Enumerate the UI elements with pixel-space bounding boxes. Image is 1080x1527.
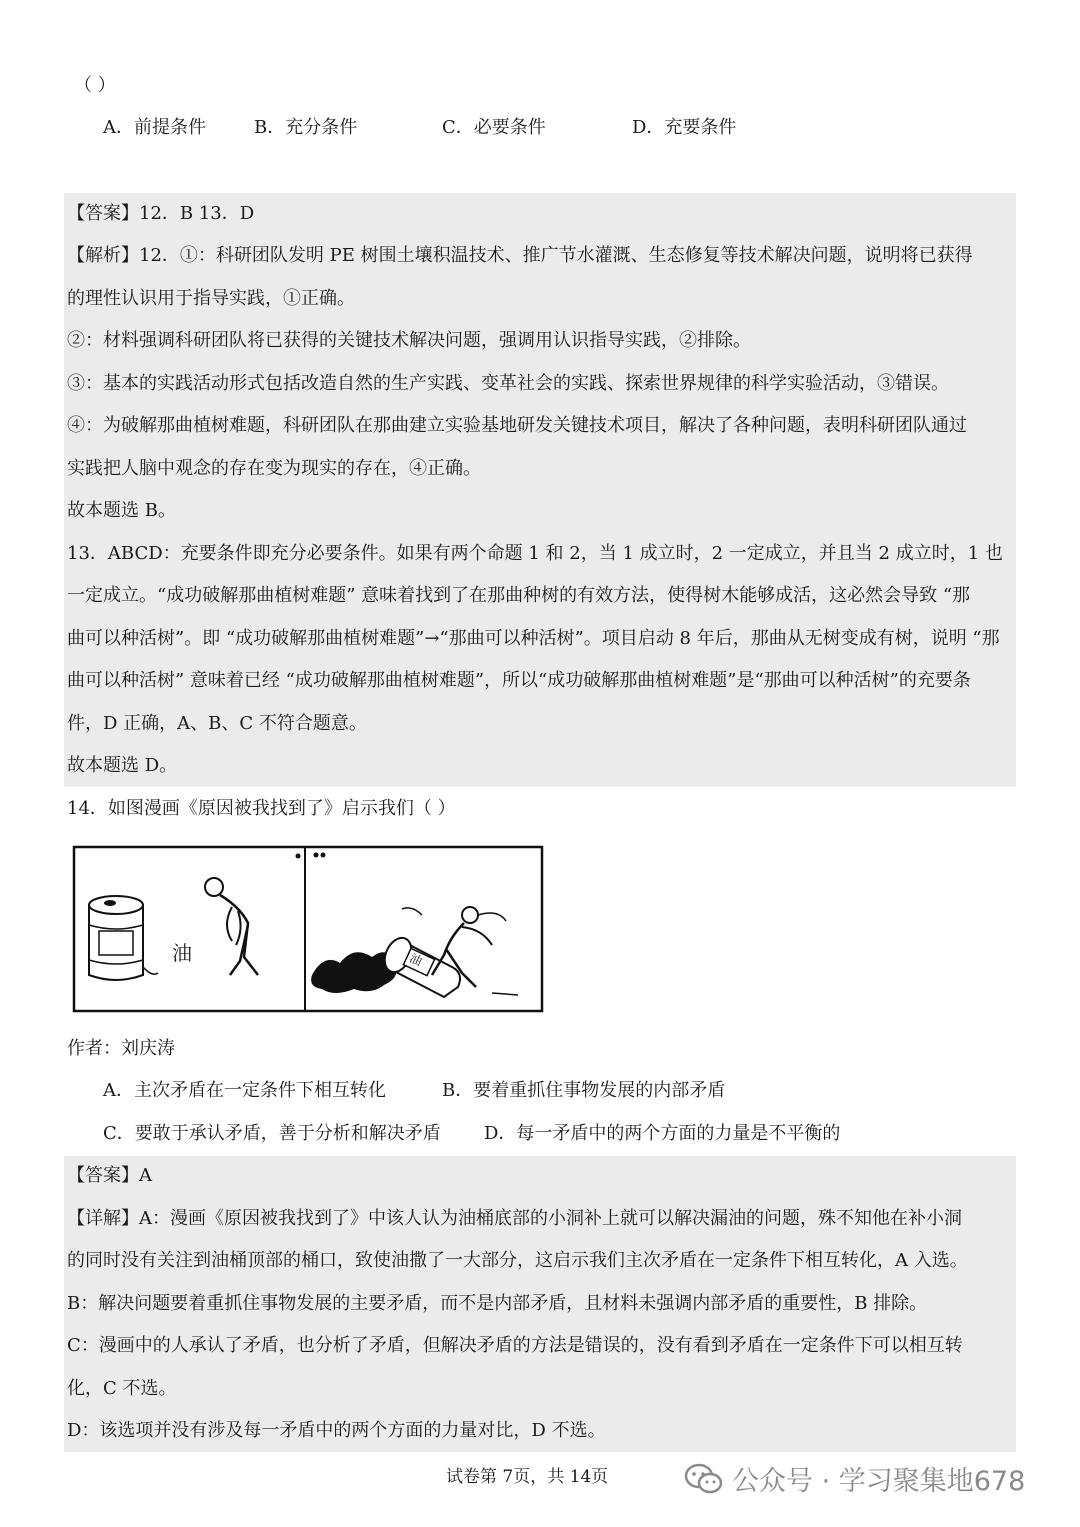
analysis-line: 的理性认识用于指导实践，①正确。 bbox=[67, 288, 355, 309]
q14-option-d: D．每一矛盾中的两个方面的力量是不平衡的 bbox=[484, 1123, 841, 1144]
answer-bracket: （ ） bbox=[74, 75, 116, 96]
comic-label-left: 油 bbox=[172, 941, 192, 965]
page-footer: 试卷第 7页，共 14页 bbox=[446, 1467, 609, 1487]
q14-option-a: A．主次矛盾在一定条件下相互转化 bbox=[103, 1080, 386, 1101]
detail-line: 【详解】A：漫画《原因被我找到了》中该人认为油桶底部的小洞补上就可以解决漏油的问题，殊不知他在补小洞 bbox=[67, 1208, 962, 1229]
detail-line: 的同时没有关注到油桶顶部的桶口，致使油撒了一大部分，这启示我们主次矛盾在一定条件下相互转化，A 入选。 bbox=[67, 1250, 968, 1271]
analysis-line: 实践把人脑中观念的存在变为现实的存在，④正确。 bbox=[67, 458, 481, 479]
comic-author: 作者：刘庆涛 bbox=[67, 1038, 175, 1059]
q14-option-b: B．要着重抓住事物发展的内部矛盾 bbox=[442, 1080, 726, 1101]
analysis-line: 曲可以种活树” 意味着已经 “成功破解那曲植树难题”，所以“成功破解那曲植树难题”是“那曲可以种活树”的充要条 bbox=[67, 670, 971, 691]
detail-line: 化，C 不选。 bbox=[67, 1378, 177, 1399]
q13-option-a: A．前提条件 bbox=[103, 117, 206, 138]
q13-option-d: D．充要条件 bbox=[632, 117, 737, 138]
answer-block-12-13 bbox=[64, 193, 1016, 787]
wechat-icon bbox=[684, 1462, 724, 1496]
analysis-line: 一定成立。“成功破解那曲植树难题” 意味着找到了在那曲种树的有效方法，使得树木能够成活，这必然会导致 “那 bbox=[67, 585, 971, 606]
comic-label-right: 油 bbox=[407, 951, 425, 969]
detail-line: B：解决问题要着重抓住事物发展的主要矛盾，而不是内部矛盾，且材料未强调内部矛盾的重要性，B 排除。 bbox=[67, 1293, 928, 1314]
comic-drawing bbox=[72, 845, 544, 1013]
analysis-line: 故本题选 B。 bbox=[67, 500, 176, 521]
watermark-text: 公众号 · 学习聚集地678 bbox=[732, 1466, 1026, 1497]
detail-line: D：该选项并没有涉及每一矛盾中的两个方面的力量对比，D 不选。 bbox=[67, 1420, 606, 1441]
q13-option-b: B．充分条件 bbox=[254, 117, 358, 138]
analysis-line: 13．ABCD：充要条件即充分必要条件。如果有两个命题 1 和 2，当 1 成立时，2 一定成立，并且当 2 成立时，1 也 bbox=[67, 543, 1003, 564]
watermark bbox=[684, 1459, 1025, 1498]
q13-option-c: C．必要条件 bbox=[442, 117, 546, 138]
answer-line: 【答案】12．B 13．D bbox=[67, 203, 255, 224]
q14-option-c: C．要敢于承认矛盾，善于分析和解决矛盾 bbox=[103, 1123, 441, 1144]
answer-line: 【答案】A bbox=[67, 1165, 152, 1186]
comic-image bbox=[72, 845, 544, 1013]
analysis-line: ④：为破解那曲植树难题，科研团队在那曲建立实验基地研发关键技术项目，解决了各种问题，表明科研团队通过 bbox=[67, 415, 967, 436]
analysis-line: 件，D 正确，A、B、C 不符合题意。 bbox=[67, 713, 367, 734]
q14-stem: 14．如图漫画《原因被我找到了》启示我们（ ） bbox=[67, 798, 456, 819]
analysis-line: ②：材料强调科研团队将已获得的关键技术解决问题，强调用认识指导实践，②排除。 bbox=[67, 330, 751, 351]
analysis-line: ③：基本的实践活动形式包括改造自然的生产实践、变革社会的实践、探索世界规律的科学实验活动，③错误。 bbox=[67, 373, 949, 394]
analysis-line: 故本题选 D。 bbox=[67, 755, 178, 776]
analysis-line: 曲可以种活树”。即 “成功破解那曲植树难题”→“那曲可以种活树”。项目启动 8 年后，那曲从无树变成有树，说明 “那 bbox=[67, 628, 1000, 649]
analysis-line: 【解析】12．①：科研团队发明 PE 树围土壤积温技术、推广节水灌溉、生态修复等技术解决问题，说明将已获得 bbox=[67, 245, 973, 266]
detail-line: C：漫画中的人承认了矛盾，也分析了矛盾，但解决矛盾的方法是错误的，没有看到矛盾在一定条件下可以相互转 bbox=[67, 1335, 963, 1356]
